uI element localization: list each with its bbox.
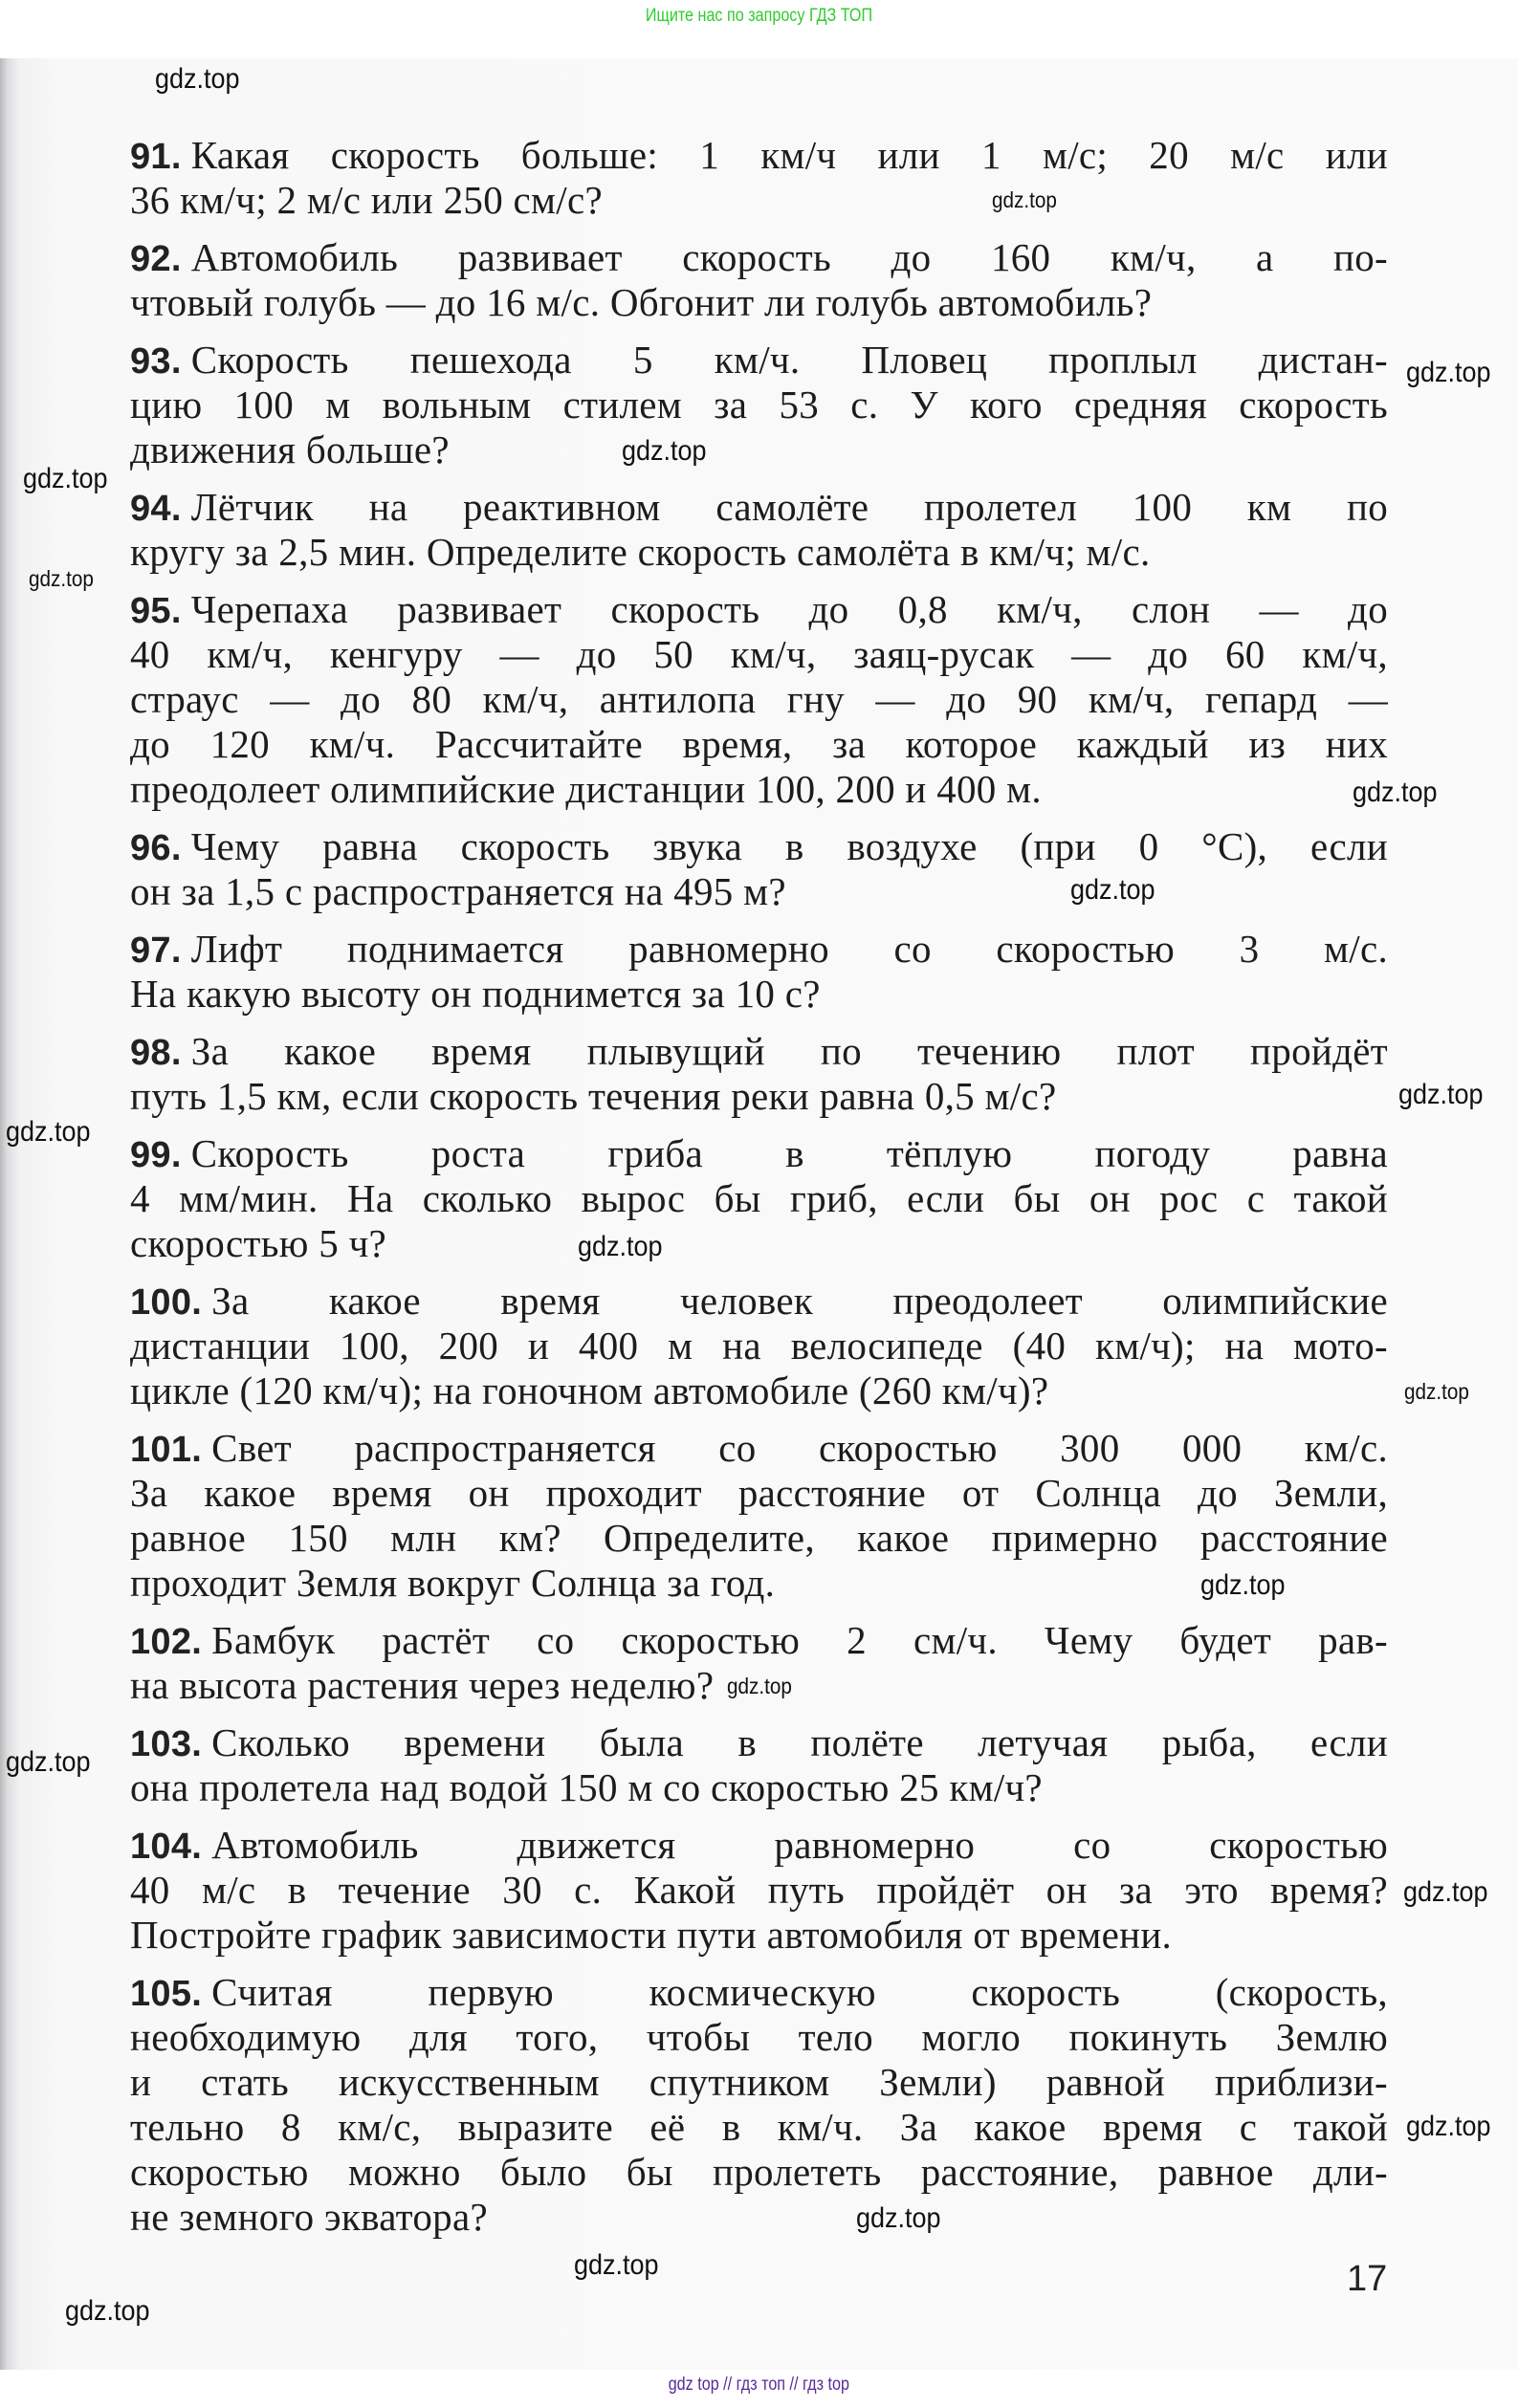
watermark-text: gdz.top	[6, 1746, 91, 1778]
problem-line	[130, 1221, 1388, 1266]
watermark-text: gdz.top	[1406, 2111, 1491, 2142]
watermark-text: gdz.top	[1200, 1569, 1286, 1601]
problem-text: За какое время плывущий по течению плот пройдёт	[190, 1029, 1388, 1073]
problem-text: равное 150 млн км? Определите, какое примерно расстояние	[130, 1516, 1388, 1560]
watermark-text: gdz.top	[727, 1674, 792, 1698]
problem-line	[130, 2060, 1388, 2105]
problem-line	[130, 427, 1388, 472]
watermark-text: gdz.top	[578, 1231, 663, 1262]
problem-number: 96.	[130, 828, 182, 868]
problem-text: она пролетела над водой 150 м со скоростью 25 км/ч?	[130, 1765, 1043, 1809]
problem-number: 103.	[130, 1724, 203, 1764]
problem-text: За какое время человек преодолеет олимпийские	[211, 1279, 1388, 1323]
problem-text: Свет распространяется со скоростью 300 000 км/с.	[211, 1426, 1388, 1470]
problem-item	[130, 1426, 1388, 1606]
problem-item	[130, 927, 1388, 1017]
problem-line	[130, 338, 1388, 383]
problem-text: страус — до 80 км/ч, антилопа гну — до 90 км/ч, гепард —	[130, 677, 1388, 721]
problem-text: Черепаха развивает скорость до 0,8 км/ч, слон — до	[190, 587, 1388, 631]
problem-number: 98.	[130, 1033, 182, 1073]
problem-line	[130, 824, 1388, 869]
watermark-text: gdz.top	[155, 63, 240, 95]
problem-number: 100.	[130, 1282, 203, 1323]
problem-text: движения больше?	[130, 427, 450, 471]
problem-text: Бамбук растёт со скоростью 2 см/ч. Чему будет рав-	[211, 1618, 1388, 1662]
problem-line	[130, 677, 1388, 722]
watermark-text: gdz.top	[622, 435, 707, 467]
problem-line	[130, 767, 1388, 812]
watermark-text: gdz.top	[6, 1116, 91, 1148]
watermark-text: gdz.top	[1070, 874, 1155, 906]
problem-text: 40 м/с в течение 30 с. Какой путь пройдёт он за это время?	[130, 1868, 1388, 1912]
problem-line	[130, 2195, 1388, 2240]
watermark-text: gdz.top	[1353, 777, 1438, 808]
problem-number: 101.	[130, 1430, 203, 1470]
problem-text: необходимую для того, чтобы тело могло покинуть Землю	[130, 2015, 1388, 2059]
problem-line	[130, 1913, 1388, 1958]
problem-line	[130, 1131, 1388, 1176]
problem-line	[130, 632, 1388, 677]
problem-text: Скорость роста гриба в тёплую погоду равна	[190, 1131, 1388, 1175]
problem-line	[130, 530, 1388, 575]
problem-list	[130, 133, 1388, 2240]
problem-item	[130, 485, 1388, 575]
problem-number: 105.	[130, 1974, 203, 2014]
problem-line	[130, 2015, 1388, 2060]
problem-text: Считая первую космическую скорость (скорость,	[211, 1970, 1388, 2014]
problem-line	[130, 1823, 1388, 1868]
problem-line	[130, 1324, 1388, 1368]
watermark-text: gdz.top	[856, 2202, 941, 2234]
problem-text: цикле (120 км/ч); на гоночном автомобиле (260 км/ч)?	[130, 1368, 1049, 1412]
problem-text: проходит Земля вокруг Солнца за год.	[130, 1561, 776, 1605]
problem-number: 99.	[130, 1135, 182, 1175]
problem-text: На какую высоту он поднимется за 10 с?	[130, 972, 821, 1016]
problem-text: цию 100 м вольным стилем за 53 с. У кого средняя скорость	[130, 383, 1388, 427]
header-banner-text[interactable]: Ищите нас по запросу ГДЗ ТОП	[645, 6, 873, 26]
problem-line	[130, 1279, 1388, 1324]
problem-line	[130, 1970, 1388, 2015]
page-number: 17	[1347, 2259, 1388, 2299]
problem-line	[130, 1426, 1388, 1471]
problem-number: 102.	[130, 1622, 203, 1662]
problem-text: преодолеет олимпийские дистанции 100, 200 и 400 м.	[130, 767, 1042, 811]
problem-item	[130, 235, 1388, 325]
problem-text: Сколько времени была в полёте летучая рыба, если	[211, 1720, 1388, 1764]
problem-line	[130, 1471, 1388, 1516]
problem-number: 91.	[130, 137, 182, 177]
watermark-text: gdz.top	[1406, 357, 1491, 388]
problem-line	[130, 133, 1388, 178]
problem-line	[130, 1176, 1388, 1221]
problem-line	[130, 972, 1388, 1017]
problem-line	[130, 587, 1388, 632]
footer-banner-text[interactable]: gdz top // гдз топ // гдз top	[668, 2375, 850, 2395]
problem-line	[130, 869, 1388, 914]
problem-text: За какое время он проходит расстояние от Солнца до Земли,	[130, 1471, 1388, 1515]
problem-item	[130, 338, 1388, 472]
problem-line	[130, 722, 1388, 767]
problem-text: на высота растения через неделю?	[130, 1663, 715, 1707]
problem-line	[130, 485, 1388, 530]
problem-text: кругу за 2,5 мин. Определите скорость самолёта в км/ч; м/с.	[130, 530, 1151, 574]
problem-text: Автомобиль движется равномерно со скоростью	[211, 1823, 1388, 1867]
problem-line	[130, 383, 1388, 427]
header-banner	[0, 0, 1518, 58]
problem-text: Скорость пешехода 5 км/ч. Пловец проплыл дистан-	[190, 338, 1388, 382]
problem-number: 94.	[130, 489, 182, 529]
problem-text: и стать искусственным спутником Земли) равной приблизи-	[130, 2060, 1388, 2104]
problem-line	[130, 1029, 1388, 1074]
problem-line	[130, 235, 1388, 280]
watermark-text: gdz.top	[23, 463, 108, 494]
problem-text: тельно 8 км/с, выразите её в км/ч. За какое время с такой	[130, 2105, 1388, 2149]
problem-text: Автомобиль развивает скорость до 160 км/ч, а по-	[190, 235, 1388, 279]
watermark-text: gdz.top	[1398, 1079, 1484, 1110]
problem-line	[130, 280, 1388, 325]
problem-text: Чему равна скорость звука в воздухе (при 0 °С), если	[190, 824, 1388, 868]
problem-text: 40 км/ч, кенгуру — до 50 км/ч, заяц-русак — до 60 км/ч,	[130, 632, 1388, 676]
problem-line	[130, 178, 1388, 223]
problem-item	[130, 1720, 1388, 1810]
problem-number: 95.	[130, 591, 182, 631]
problem-text: 4 мм/мин. На сколько вырос бы гриб, если бы он рос с такой	[130, 1176, 1388, 1220]
problem-text: дистанции 100, 200 и 400 м на велосипеде (40 км/ч); на мото-	[130, 1324, 1388, 1368]
problem-text: Какая скорость больше: 1 км/ч или 1 м/с; 20 м/с или	[190, 133, 1388, 177]
watermark-text: gdz.top	[992, 187, 1057, 212]
problem-number: 92.	[130, 239, 182, 279]
problem-number: 93.	[130, 341, 182, 382]
watermark-text: gdz.top	[1403, 1876, 1488, 1908]
problem-line	[130, 1368, 1388, 1413]
problem-line	[130, 2150, 1388, 2195]
problem-text: до 120 км/ч. Рассчитайте время, за которое каждый из них	[130, 722, 1388, 766]
problem-text: скоростью можно было бы пролететь расстояние, равное дли-	[130, 2150, 1388, 2194]
problem-item	[130, 1029, 1388, 1119]
problem-line	[130, 1618, 1388, 1663]
problem-text: Постройте график зависимости пути автомобиля от времени.	[130, 1913, 1173, 1957]
problem-item	[130, 824, 1388, 914]
problem-number: 104.	[130, 1827, 203, 1867]
footer-banner	[0, 2370, 1518, 2408]
problem-text: скоростью 5 ч?	[130, 1221, 387, 1265]
problem-text: не земного экватора?	[130, 2195, 488, 2239]
problem-line	[130, 1868, 1388, 1913]
problem-text: 36 км/ч; 2 м/с или 250 см/с?	[130, 178, 603, 222]
problem-line	[130, 2105, 1388, 2150]
problem-text: путь 1,5 км, если скорость течения реки равна 0,5 м/с?	[130, 1074, 1057, 1118]
problem-item	[130, 587, 1388, 812]
problem-text: чтовый голубь — до 16 м/с. Обгонит ли голубь автомобиль?	[130, 280, 1153, 324]
problem-line	[130, 1720, 1388, 1765]
problem-item	[130, 1970, 1388, 2240]
problem-line	[130, 1561, 1388, 1606]
watermark-text: gdz.top	[29, 566, 94, 591]
watermark-text: gdz.top	[65, 2295, 150, 2327]
problem-line	[130, 1074, 1388, 1119]
problem-text: Лётчик на реактивном самолёте пролетел 100 км по	[190, 485, 1388, 529]
problem-text: Лифт поднимается равномерно со скоростью 3 м/с.	[190, 927, 1388, 971]
problem-item	[130, 1823, 1388, 1958]
problem-item	[130, 1279, 1388, 1413]
problem-item	[130, 133, 1388, 223]
problem-item	[130, 1131, 1388, 1266]
problem-number: 97.	[130, 930, 182, 971]
problem-line	[130, 1516, 1388, 1561]
problem-text: он за 1,5 с распространяется на 495 м?	[130, 869, 786, 913]
problem-line	[130, 1765, 1388, 1810]
problem-line	[130, 927, 1388, 972]
watermark-text: gdz.top	[1404, 1379, 1469, 1404]
watermark-text: gdz.top	[574, 2249, 659, 2281]
